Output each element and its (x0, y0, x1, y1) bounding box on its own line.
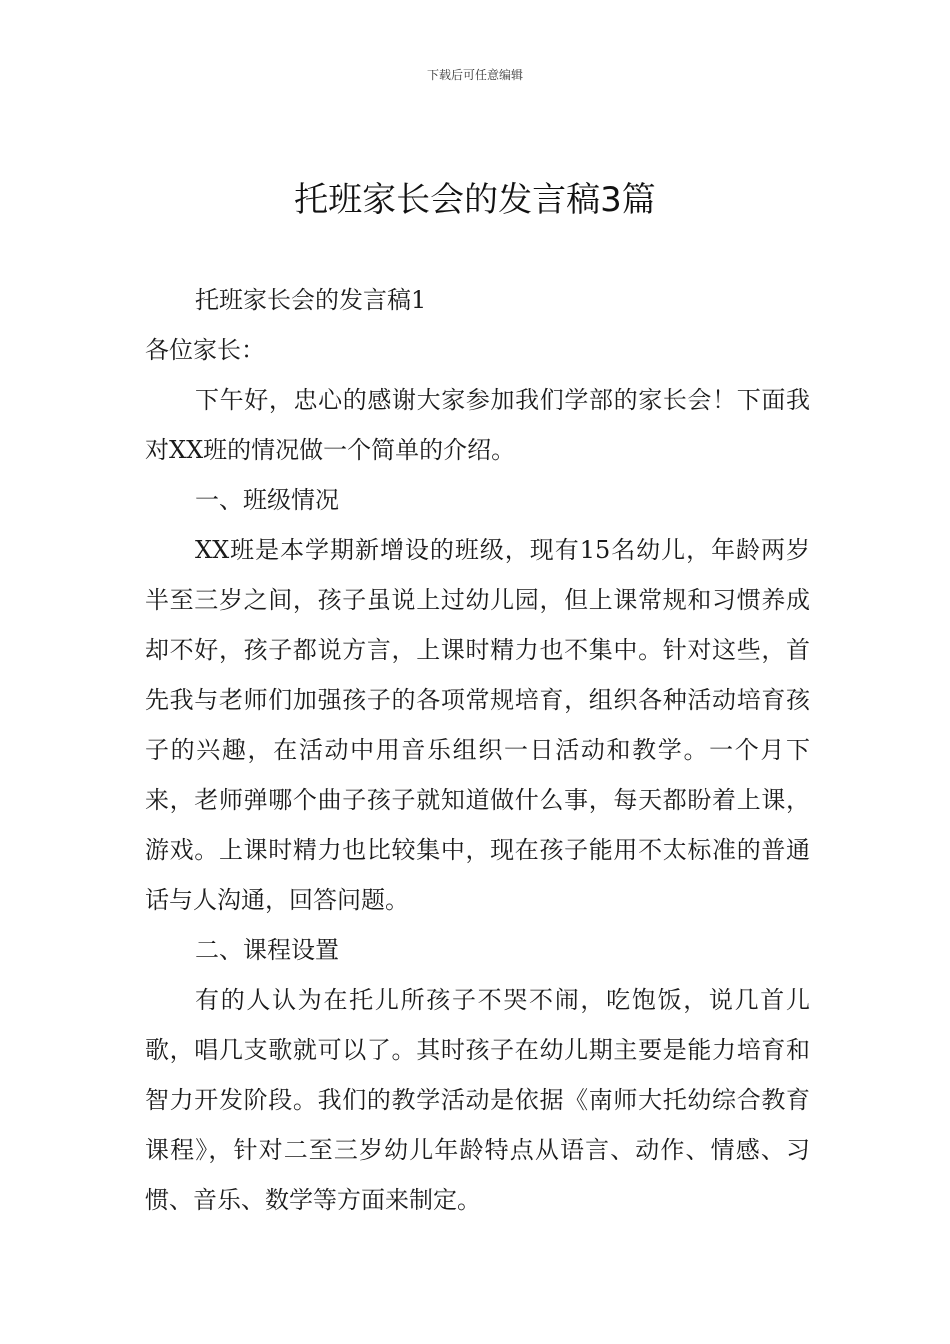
document-title: 托班家长会的发言稿3篇 (294, 180, 656, 220)
intro-paragraph: 下午好，忠心的感谢大家参加我们学部的家长会！下面我对XX班的情况做一个简单的介绍。 (145, 386, 810, 464)
document-body (145, 275, 810, 1225)
speech-subtitle: 托班家长会的发言稿1 (195, 286, 427, 314)
header-note: 下载后可任意编辑 (426, 68, 523, 82)
section-1-heading: 一、班级情况 (195, 486, 339, 514)
section-2-paragraph: 有的人认为在托儿所孩子不哭不闹，吃饱饭，说几首儿歌，唱几支歌就可以了。其时孩子在幼儿期主要是能力培育和智力开发阶段。我们的教学活动是依据《南师大托幼综合教育课程》，针对二至三岁幼儿年龄特点从语言、动作、情感、习惯、音乐、数学等方面来制定。 (145, 986, 810, 1214)
section-2-heading: 二、课程设置 (195, 936, 339, 964)
greeting: 各位家长： (145, 336, 265, 364)
section-1-paragraph: XX班是本学期新增设的班级，现有15名幼儿，年龄两岁半至三岁之间，孩子虽说上过幼儿园，但上课常规和习惯养成却不好，孩子都说方言，上课时精力也不集中。针对这些，首先我与老师们加强孩子的各项常规培育，组织各种活动培育孩子的兴趣，在活动中用音乐组织一日活动和教学。一个月下来，老师弹哪个曲子孩子就知道做什么事，每天都盼着上课，游戏。上课时精力也比较集中，现在孩子能用不太标准的普通话与人沟通，回答问题。 (145, 536, 810, 914)
